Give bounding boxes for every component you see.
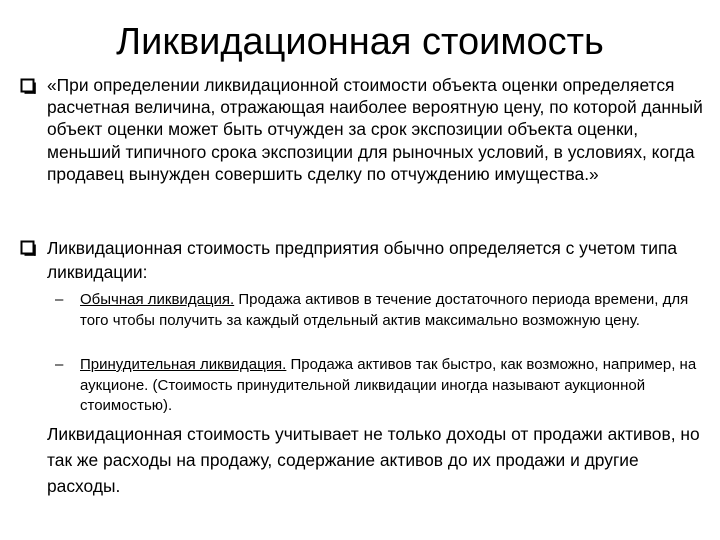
sub-item-ordinary-liquidation — [80, 290, 705, 331]
sub-item-text: Продажа активов в течение достаточного периода времени, для того чтобы получить за каждый отдельный актив максимально возможную цену. — [80, 291, 689, 329]
liquidation-types-paragraph: Ликвидационная стоимость предприятия обычно определяется с учетом типа ликвидации: — [47, 238, 678, 282]
sub-item-text: Продажа активов так быстро, как возможно, например, на аукционе. (Стоимость принудительной ликвидации иногда называют аукционной стоимостью). — [80, 356, 697, 414]
term-forced-liquidation: Принудительная ликвидация. — [80, 356, 287, 373]
checkbox-square-icon — [20, 240, 36, 256]
summary-paragraph: Ликвидационная стоимость учитывает не только доходы от продажи активов, но так же расходы на продажу, содержание активов до их продажи и другие расходы. — [47, 424, 700, 496]
term-ordinary-liquidation: Обычная ликвидация. — [80, 291, 235, 308]
checkbox-square-icon — [20, 78, 36, 94]
dash-marker: – — [55, 356, 64, 373]
sub-item-forced-liquidation — [80, 355, 705, 417]
definition-paragraph: «При определении ликвидационной стоимости объекта оценки определяется расчетная величина, отражающая наиболее вероятную цену, по которой данный объект оценки может быть отчужден за срок экспозиции объекта оценки, меньший типичного срока экспозиции для рыночных условий, в условиях, когда продавец вынужден совершить сделку по отчуждению имущества.» — [47, 75, 703, 184]
slide-title: Ликвидационная стоимость — [116, 21, 604, 63]
dash-marker: – — [55, 291, 64, 308]
